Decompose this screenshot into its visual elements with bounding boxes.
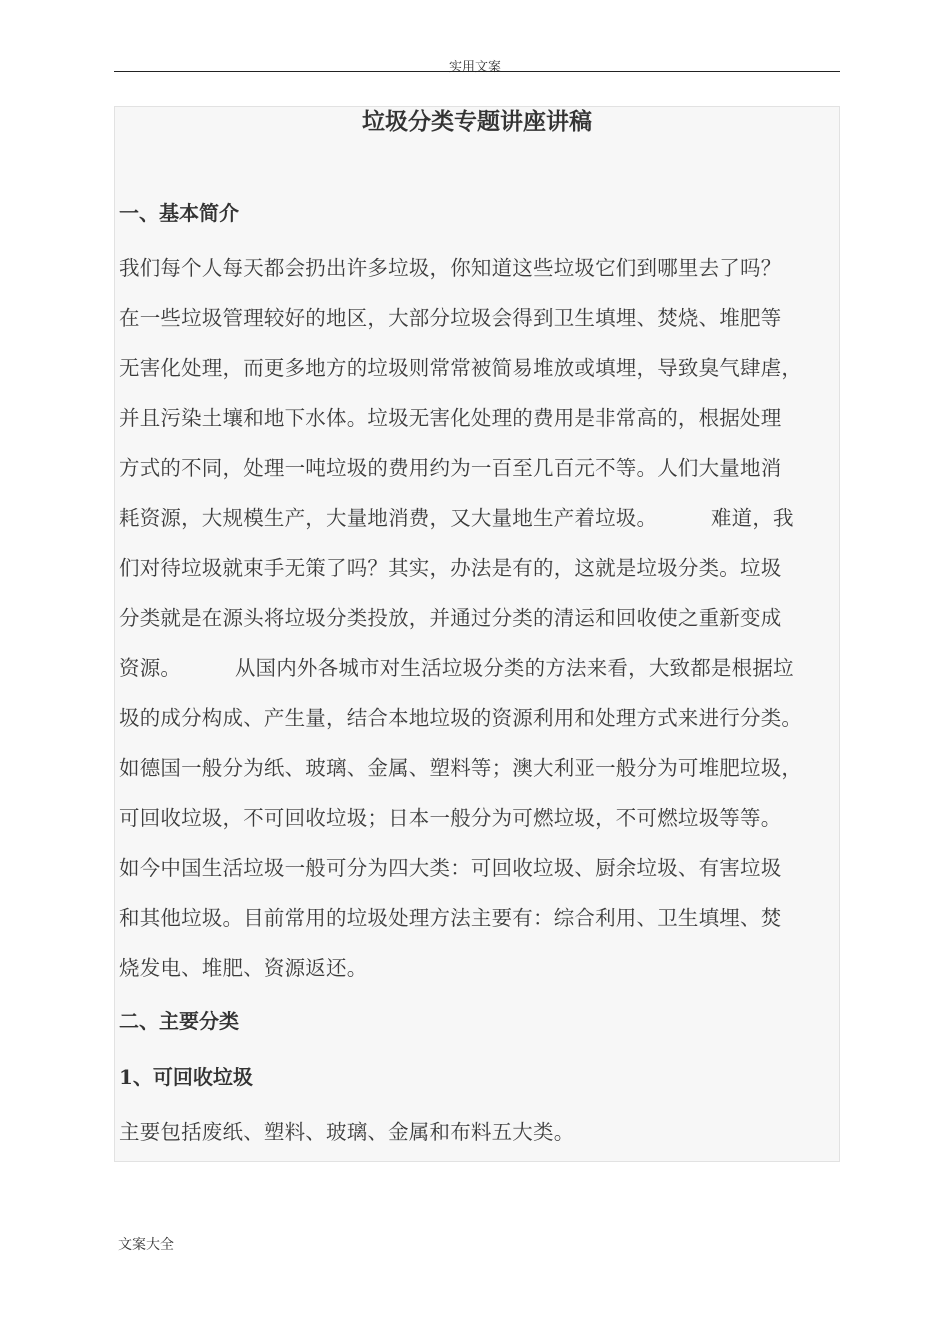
paragraph-line: 耗资源，大规模生产，大量地消费，又大量地生产着垃圾。 难道，我	[119, 506, 794, 530]
paragraph-line: 如德国一般分为纸、玻璃、金属、塑料等；澳大利亚一般分为可堆肥垃圾，	[119, 756, 803, 780]
subsection-heading-recyclable: 1、可回收垃圾	[119, 1065, 253, 1089]
paragraph-line: 资源。 从国内外各城市对生活垃圾分类的方法来看，大致都是根据垃	[119, 656, 794, 680]
page-footer: 文案大全	[118, 1237, 174, 1253]
section-heading-intro: 一、基本简介	[119, 201, 239, 225]
paragraph-line: 圾的成分构成、产生量，结合本地垃圾的资源利用和处理方式来进行分类。	[119, 706, 803, 730]
paragraph-line: 我们每个人每天都会扔出许多垃圾，你知道这些垃圾它们到哪里去了吗？	[119, 256, 782, 280]
section-heading-categories: 二、主要分类	[119, 1009, 239, 1033]
paragraph-line: 和其他垃圾。目前常用的垃圾处理方法主要有：综合利用、卫生填埋、焚	[119, 906, 782, 930]
document-content	[114, 106, 840, 1162]
document-title: 垃圾分类专题讲座讲稿	[362, 108, 592, 135]
paragraph-line: 并且污染土壤和地下水体。垃圾无害化处理的费用是非常高的，根据处理	[119, 406, 782, 430]
paragraph-line: 主要包括废纸、塑料、玻璃、金属和布料五大类。	[119, 1120, 575, 1144]
paragraph-line: 分类就是在源头将垃圾分类投放，并通过分类的清运和回收使之重新变成	[119, 606, 782, 630]
paragraph-line: 无害化处理，而更多地方的垃圾则常常被简易堆放或填埋，导致臭气肆虐，	[119, 356, 803, 380]
paragraph-line: 们对待垃圾就束手无策了吗？其实，办法是有的，这就是垃圾分类。垃圾	[119, 556, 782, 580]
paragraph-line: 烧发电、堆肥、资源返还。	[119, 956, 368, 980]
header-rule	[114, 71, 840, 72]
paragraph-line: 可回收垃圾，不可回收垃圾；日本一般分为可燃垃圾，不可燃垃圾等等。	[119, 806, 782, 830]
paragraph-line: 方式的不同，处理一吨垃圾的费用约为一百至几百元不等。人们大量地消	[119, 456, 782, 480]
paragraph-line: 如今中国生活垃圾一般可分为四大类：可回收垃圾、厨余垃圾、有害垃圾	[119, 856, 782, 880]
page-header: 实用文案	[448, 60, 501, 75]
paragraph-line: 在一些垃圾管理较好的地区，大部分垃圾会得到卫生填埋、焚烧、堆肥等	[119, 306, 782, 330]
